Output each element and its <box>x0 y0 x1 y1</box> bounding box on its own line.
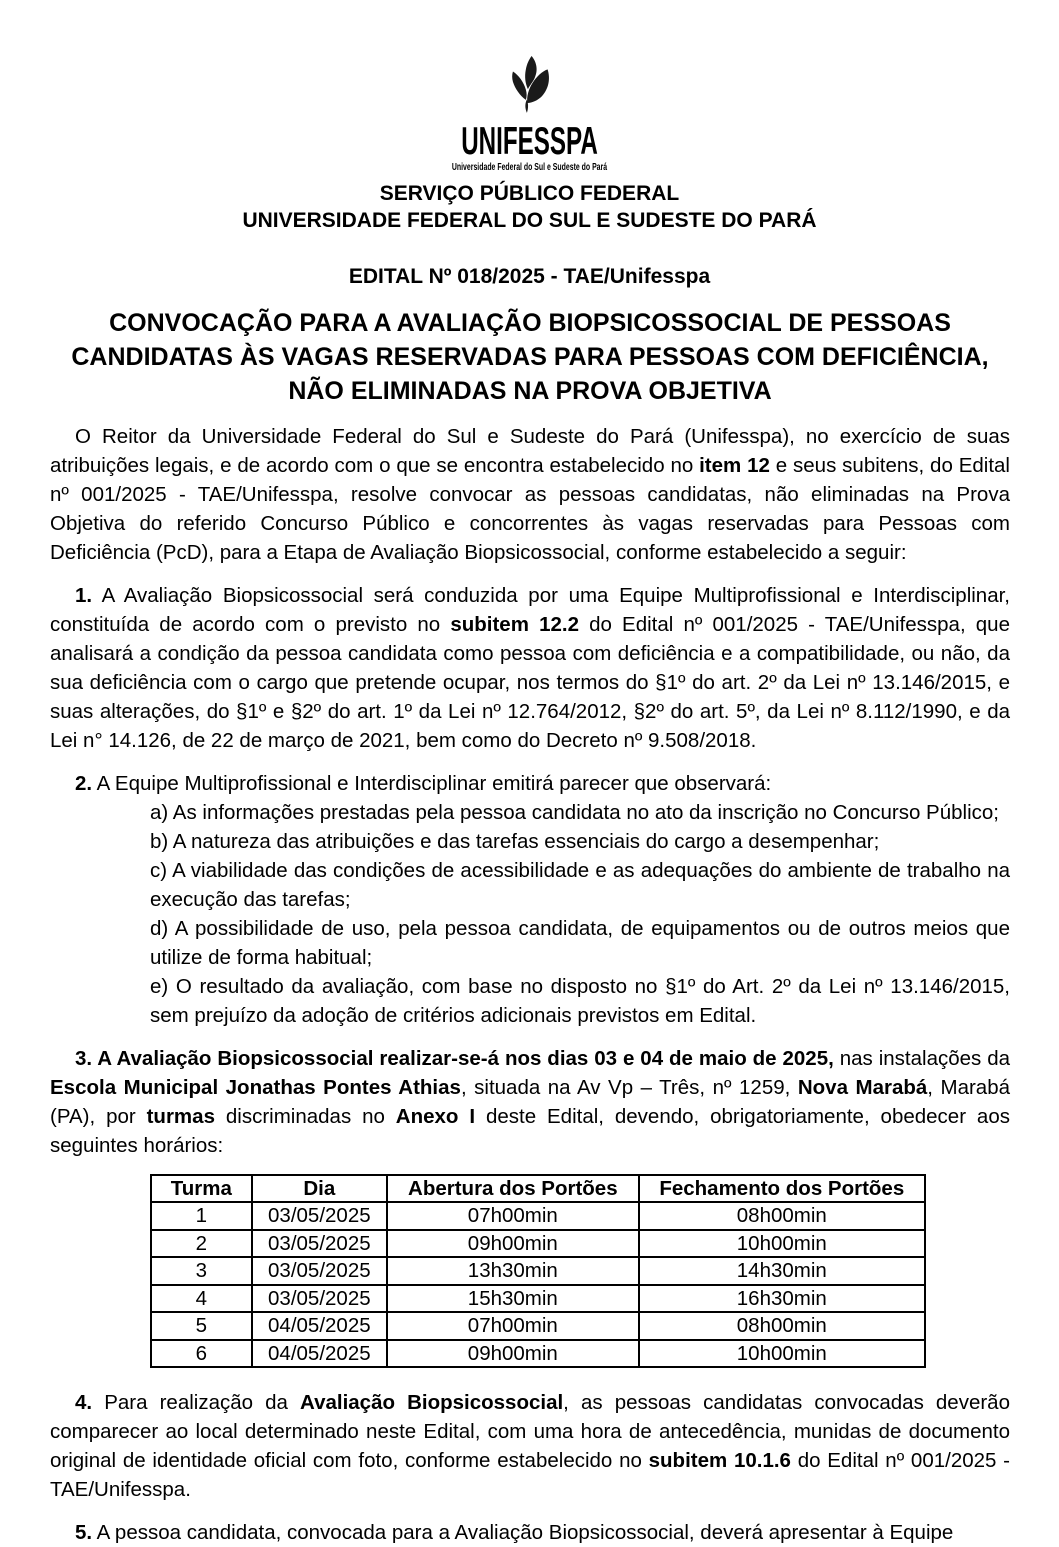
paragraph-item-3: 3. A Avaliação Biopsicossocial realizar-se-á nos dias 03 e 04 de maio de 2025, nas instalações da Escola Municipal Jonathas Pontes Athias, situada na Av Vp – Três, nº 1259, Nova Marabá, Marabá (PA), por turmas discriminadas no Anexo I deste Edital, devendo, obrigatoriamente, obedecer aos seguintes horários: <box>50 1046 1011 1157</box>
header-line-servico: SERVIÇO PÚBLICO FEDERAL <box>379 181 680 205</box>
subitem-a: a) As informações prestadas pela pessoa candidata no ato da inscrição no Concurso Público; <box>150 800 999 824</box>
table-cell: 10h00min <box>639 1230 925 1258</box>
government-header <box>0 180 1059 234</box>
table-header-row <box>151 1175 925 1203</box>
table-cell: 10h00min <box>639 1340 925 1368</box>
schedule-table <box>150 1174 926 1369</box>
paragraph-intro: O Reitor da Universidade Federal do Sul e Sudeste do Pará (Unifesspa), no exercício de suas atribuições legais, e de acordo com o que se encontra estabelecido no item 12 e seus subitens, do Edital nº 001/2025 - TAE/Unifesspa, resolve convocar as pessoas candidatas, não eliminadas na Prova Objetiva do referido Concurso Público e concorrentes às vagas reservadas para Pessoas com Deficiência (PcD), para a Etapa de Avaliação Biopsicossocial, conforme estabelecido a seguir: <box>50 424 1010 564</box>
table-cell: 08h00min <box>639 1312 925 1340</box>
table-row <box>151 1202 925 1230</box>
table-row <box>151 1285 925 1313</box>
paragraph-item-2: 2. A Equipe Multiprofissional e Interdisciplinar emitirá parecer que observará: <box>75 771 772 795</box>
table-row <box>151 1312 925 1340</box>
header-line-universidade: UNIVERSIDADE FEDERAL DO SUL E SUDESTE DO PARÁ <box>242 208 817 232</box>
table-cell: 07h00min <box>387 1312 639 1340</box>
table-cell: 07h00min <box>387 1202 639 1230</box>
table-cell: 03/05/2025 <box>252 1257 387 1285</box>
table-cell: 2 <box>151 1230 252 1258</box>
table-header-turma: Turma <box>151 1175 252 1203</box>
table-row <box>151 1230 925 1258</box>
table-cell: 13h30min <box>387 1257 639 1285</box>
table-cell: 04/05/2025 <box>252 1312 387 1340</box>
table-row <box>151 1340 925 1368</box>
table-cell: 03/05/2025 <box>252 1202 387 1230</box>
paragraph-item-1: 1. A Avaliação Biopsicossocial será conduzida por uma Equipe Multiprofissional e Interdisciplinar, constituída de acordo com o previsto no subitem 12.2 do Edital nº 001/2025 - TAE/Unifesspa, que analisará a condição da pessoa candidata como pessoa com deficiência e a compatibilidade, ou não, da sua deficiência com o cargo que pretende ocupar, nos termos do §1º do art. 2º da Lei nº 13.146/2015, e suas alterações, do §1º e §2º do art. 1º da Lei nº 12.764/2012, §2º do art. 5º, da Lei nº 8.112/1990, e da Lei n° 14.126, de 22 de março de 2021, bem como do Decreto nº 9.508/2018. <box>50 583 1010 752</box>
unifesspa-logo <box>0 0 1059 174</box>
unifesspa-flame-icon <box>503 56 557 118</box>
table-cell: 09h00min <box>387 1340 639 1368</box>
table-cell: 5 <box>151 1312 252 1340</box>
logo-tagline: Universidade Federal do Sul e Sudeste do Pará <box>451 161 608 173</box>
edital-number: EDITAL Nº 018/2025 - TAE/Unifesspa <box>348 264 711 288</box>
table-cell: 1 <box>151 1202 252 1230</box>
table-cell: 04/05/2025 <box>252 1340 387 1368</box>
table-cell: 16h30min <box>639 1285 925 1313</box>
table-header-fechamento: Fechamento dos Portões <box>639 1175 925 1203</box>
table-cell: 15h30min <box>387 1285 639 1313</box>
item-2-subitem-list <box>150 798 1010 1030</box>
table-header-abertura: Abertura dos Portões <box>387 1175 639 1203</box>
table-cell: 03/05/2025 <box>252 1230 387 1258</box>
table-cell: 4 <box>151 1285 252 1313</box>
document-title: CONVOCAÇÃO PARA A AVALIAÇÃO BIOPSICOSSOCIAL DE PESSOAS CANDIDATAS ÀS VAGAS RESERVADAS PARA PESSOAS COM DEFICIÊNCIA, NÃO ELIMINADAS NA PROVA OBJETIVA <box>71 308 989 405</box>
table-row <box>151 1257 925 1285</box>
subitem-e: e) O resultado da avaliação, com base no disposto no §1º do Art. 2º da Lei nº 13.146/2015, sem prejuízo da adoção de critérios adicionais previstos em Edital. <box>150 974 1010 1027</box>
table-cell: 14h30min <box>639 1257 925 1285</box>
table-cell: 3 <box>151 1257 252 1285</box>
table-cell: 09h00min <box>387 1230 639 1258</box>
table-cell: 6 <box>151 1340 252 1368</box>
document-body <box>0 422 1059 1547</box>
subitem-d: d) A possibilidade de uso, pela pessoa candidata, de equipamentos ou de outros meios que utilize de forma habitual; <box>150 916 1010 969</box>
table-header-dia: Dia <box>252 1175 387 1203</box>
table-cell: 08h00min <box>639 1202 925 1230</box>
table-cell: 03/05/2025 <box>252 1285 387 1313</box>
logo-wordmark: UNIFESSPA <box>461 120 598 163</box>
paragraph-item-5: 5. A pessoa candidata, convocada para a Avaliação Biopsicossocial, deverá apresentar à Equipe <box>75 1521 954 1545</box>
subitem-c: c) A viabilidade das condições de acessibilidade e as adequações do ambiente de trabalho na execução das tarefas; <box>150 858 1010 911</box>
subitem-b: b) A natureza das atribuições e das tarefas essenciais do cargo a desempenhar; <box>150 829 880 853</box>
paragraph-item-4: 4. Para realização da Avaliação Biopsicossocial, as pessoas candidatas convocadas deverão comparecer ao local determinado neste Edital, com uma hora de antecedência, munidas de documento original de identidade oficial com foto, conforme estabelecido no subitem 10.1.6 do Edital nº 001/2025 - TAE/Unifesspa. <box>50 1391 1010 1502</box>
